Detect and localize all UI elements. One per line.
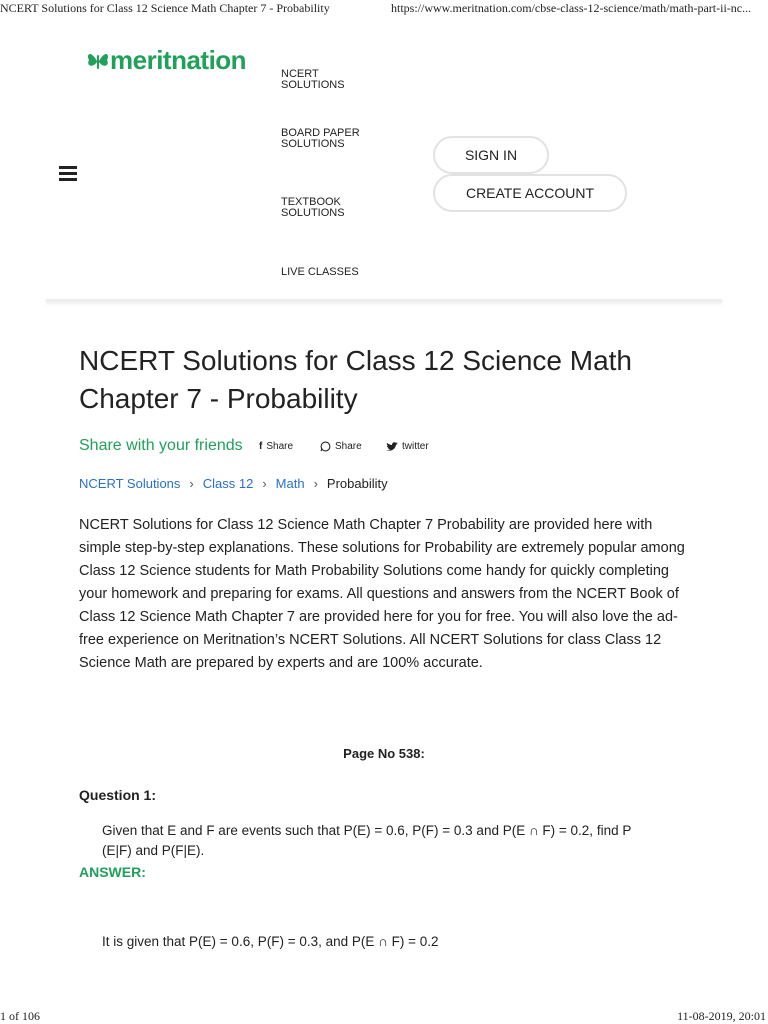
whatsapp-share-button[interactable] — [320, 441, 362, 452]
facebook-icon: f — [259, 441, 263, 452]
header-divider — [46, 299, 722, 302]
facebook-share-button[interactable] — [259, 441, 293, 452]
sign-in-button[interactable]: SIGN IN — [433, 136, 549, 174]
share-heading: Share with your friends — [79, 437, 243, 454]
question-heading: Question 1: — [79, 787, 157, 803]
answer-heading: ANSWER: — [79, 864, 146, 880]
breadcrumb — [79, 476, 388, 491]
hamburger-menu-icon[interactable] — [59, 166, 77, 182]
twitter-icon — [386, 442, 398, 452]
twitter-share-label: twitter — [402, 441, 429, 452]
create-account-button[interactable]: CREATE ACCOUNT — [433, 174, 627, 212]
nav-board-paper-solutions[interactable]: BOARD PAPER SOLUTIONS — [281, 127, 360, 150]
chevron-right-icon: › — [313, 476, 318, 491]
breadcrumb-ncert-solutions[interactable]: NCERT Solutions — [79, 476, 181, 491]
breadcrumb-math[interactable]: Math — [275, 476, 305, 491]
print-footer-datetime: 11-08-2019, 20:01 — [677, 1009, 766, 1023]
page-title: NCERT Solutions for Class 12 Science Math Chapter 7 - Probability — [79, 345, 632, 414]
breadcrumb-probability: Probability — [326, 476, 388, 491]
butterfly-logo-icon — [86, 47, 110, 75]
page-number-heading: Page No 538: — [343, 746, 425, 761]
nav-textbook-solutions[interactable]: TEXTBOOK SOLUTIONS — [281, 196, 345, 219]
brand-name: meritnation — [110, 45, 247, 75]
nav-ncert-solutions[interactable]: NCERT SOLUTIONS — [281, 68, 345, 91]
answer-text: It is given that P(E) = 0.6, P(F) = 0.3, and P(E ∩ F) = 0.2 — [102, 934, 439, 949]
chevron-right-icon: › — [262, 476, 267, 491]
site-logo[interactable] — [86, 45, 246, 76]
chevron-right-icon: › — [189, 476, 194, 491]
whatsapp-icon — [320, 441, 331, 452]
whatsapp-share-label: Share — [335, 441, 362, 452]
breadcrumb-class-12[interactable]: Class 12 — [202, 476, 254, 491]
question-text: Given that E and F are events such that P(E) = 0.6, P(F) = 0.3 and P(E ∩ F) = 0.2, find P (E|F) and P(F|E). — [102, 823, 632, 858]
nav-live-classes[interactable]: LIVE CLASSES — [281, 266, 359, 278]
intro-paragraph: NCERT Solutions for Class 12 Science Math Chapter 7 Probability are provided here with simple step-by-step explanations. These solutions for Probability are extremely popular among Class 12 Science students for Math Probability Solutions come handy for quickly completing your homework and preparing for exams. All questions and answers from the NCERT Book of Class 12 Science Math Chapter 7 are provided here for you for free. You will also love the ad-free experience on Meritnation’s NCERT Solutions. All NCERT Solutions for class Class 12 Science Math are prepared by experts and are 100% accurate. — [79, 517, 685, 671]
print-header-title: NCERT Solutions for Class 12 Science Math Chapter 7 - Probability — [0, 1, 330, 15]
facebook-share-label: Share — [266, 441, 294, 452]
twitter-share-button[interactable] — [386, 441, 429, 452]
print-header-url: https://www.meritnation.com/cbse-class-12-science/math/math-part-ii-nc... — [391, 1, 752, 15]
print-footer-page: 1 of 106 — [0, 1009, 40, 1023]
